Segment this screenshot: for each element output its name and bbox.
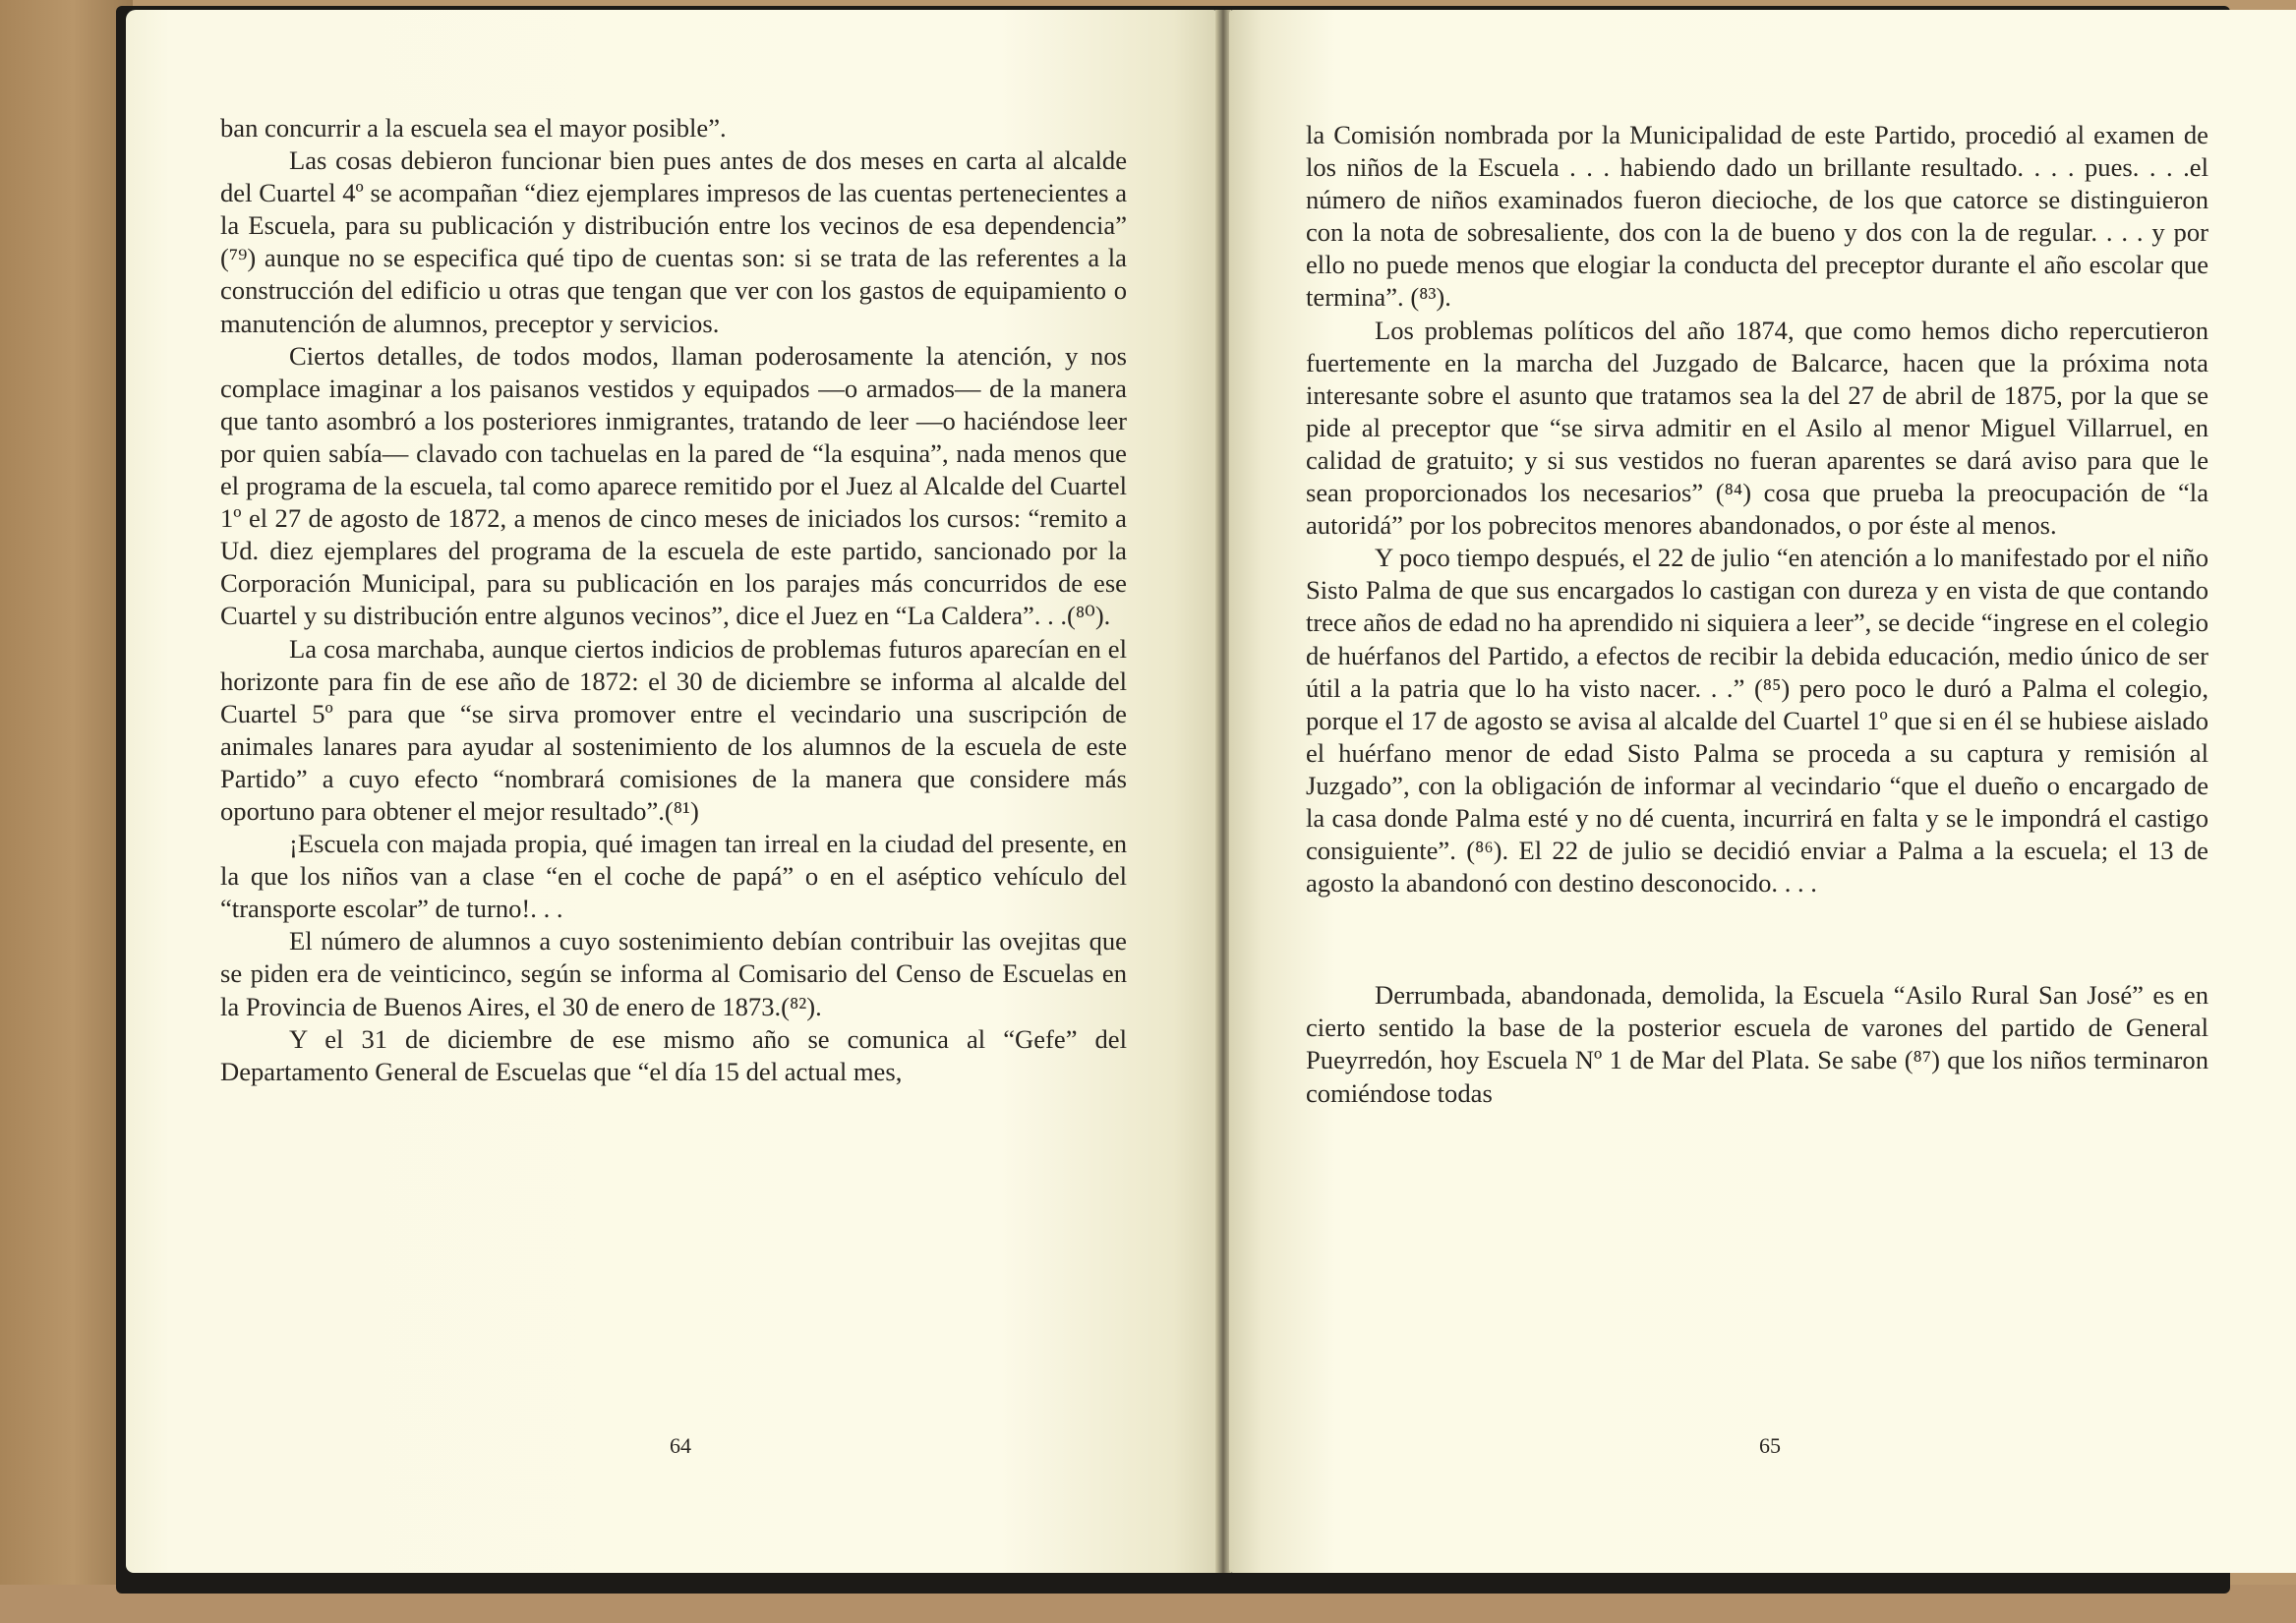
paragraph: ¡Escuela con majada propia, qué imagen tan irreal en la ciudad del presente, en la que los niños van a clase “en el coche de papá” o en el aséptico vehículo del “transporte escolar” de turno!. . . (220, 829, 1127, 924)
scan-background-left (0, 0, 133, 1623)
paragraph: Derrumbada, abandonada, demolida, la Escuela “Asilo Rural San José” es en cierto sentido la base de la posterior escuela de varones del partido de General Pueyrredón, hoy Escuela Nº 1 de Mar del Plata. Se sabe (⁸⁷) que los niños terminaron comiéndose todas (1306, 980, 2208, 1108)
paragraph: La cosa marchaba, aunque ciertos indicios de problemas futuros aparecían en el horizonte para fin de ese año de 1872: el 30 de diciembre se informa al alcalde del Cuartel 5º para que “se sirva promover entre el vecindario una suscripción de animales lanares para ayudar al sostenimiento de los alumnos de la escuela de este Partido” a cuyo efecto “nombrará comisiones de la manera que considere más oportuno para obtener el mejor resultado”.(⁸¹) (220, 633, 1127, 826)
paragraph: Ciertos detalles, de todos modos, llaman poderosamente la atención, y nos complace imaginar a los paisanos vestidos y equipados —o armados— de la manera que tanto asombró a los posteriores inmigrantes, tratando de leer —o haciéndose leer por quien sabía— clavado con tachuelas en la pared de “la esquina”, nada menos que el programa de la escuela, tal como aparece remitido por el Juez al Alcalde del Cuartel 1º el 27 de agosto de 1872, a menos de cinco meses de iniciados los cursos: “remito a Ud. diez ejemplares del programa de la escuela de este partido, sancionado por la Corporación Municipal, para su publicación en los parajes más concurridos de ese Cuartel y su distribución entre algunos vecinos”, dice el Juez en “La Caldera”. . .(⁸⁰). (220, 340, 1127, 631)
page-number: 64 (670, 1433, 691, 1458)
paragraph: ban concurrir a la escuela sea el mayor posible”. (220, 113, 727, 143)
right-page (1229, 10, 2296, 1573)
left-page (126, 10, 1217, 1573)
paragraph: Las cosas debieron funcionar bien pues antes de dos meses en carta al alcalde del Cuartel 4º se acompañan “diez ejemplares impresos de las cuentas pertenecientes a la Escuela, para su publicación y distribución entre los vecinos de esa dependencia” (⁷⁹) aunque no se especifica qué tipo de cuentas son: si se trata de las referentes a la construcción del edificio u otras que tengan que ver con los gastos de equipamiento o manutención de alumnos, preceptor y servicios. (220, 145, 1127, 338)
paragraph: Y el 31 de diciembre de ese mismo año se comunica al “Gefe” del Departamento General de Escuelas que “el día 15 del actual mes, (220, 1023, 1127, 1086)
right-page-body (1306, 119, 2208, 1110)
paragraph: El número de alumnos a cuyo sostenimiento debían contribuir las ovejitas que se piden era de veinticinco, según se informa al Comisario del Censo de Escuelas en la Provincia de Buenos Aires, el 30 de enero de 1873.(⁸²). (220, 926, 1127, 1021)
paragraph: Los problemas políticos del año 1874, que como hemos dicho repercutieron fuertemente en la marcha del Juzgado de Balcarce, hacen que la próxima nota interesante sobre el asunto que tratamos sea la del 27 de abril de 1875, por la que se pide al preceptor que “se sirva admitir en el Asilo al menor Miguel Villarruel, en calidad de gratuito; y si sus vestidos no fueran aparentes se dará aviso para que le sean proporcionados los necesarios” (⁸⁴) cosa que prueba la preocupación de “la autoridá” por los pobrecitos menores abandonados, o por éste al menos. (1306, 315, 2208, 541)
page-number: 65 (1759, 1433, 1781, 1458)
left-page-body (220, 112, 1127, 1088)
paragraph: Y poco tiempo después, el 22 de julio “en atención a lo manifestado por el niño Sisto Palma de que sus encargados lo castigan con dureza y en vista de que contando trece años de edad no ha aprendido ni siquiera a leer”, se decide “ingrese en el colegio de huérfanos del Partido, a efectos de recibir la debida educación, medio único de ser útil a la patria que lo ha visto nacer. . .” (⁸⁵) pero poco le duró a Palma el colegio, porque el 17 de agosto se avisa al alcalde del Cuartel 1º que si en él se hubiese aislado el huérfano menor de edad Sisto Palma se proceda a su captura y remisión al Juzgado”, con la obligación de informar al vecindario “que el dueño o encargado de la casa donde Palma esté y no dé cuenta, incurrirá en falta y se le impondrá el castigo consiguiente”. (⁸⁶). El 22 de julio se decidió enviar a Palma a la escuela; el 13 de agosto la abandonó con destino desconocido. . . . (1306, 543, 2208, 898)
paragraph: la Comisión nombrada por la Municipalidad de este Partido, procedió al examen de los niños de la Escuela . . . habiendo dado un brillante resultado. . . . pues. . . .el número de niños examinados fueron diecioche, de los que catorce se distinguieron con la nota de sobresaliente, dos con la de bueno y dos con la de regular. . . . y por ello no puede menos que elogiar la conducta del preceptor durante el año escolar que termina”. (⁸³). (1306, 120, 2208, 313)
